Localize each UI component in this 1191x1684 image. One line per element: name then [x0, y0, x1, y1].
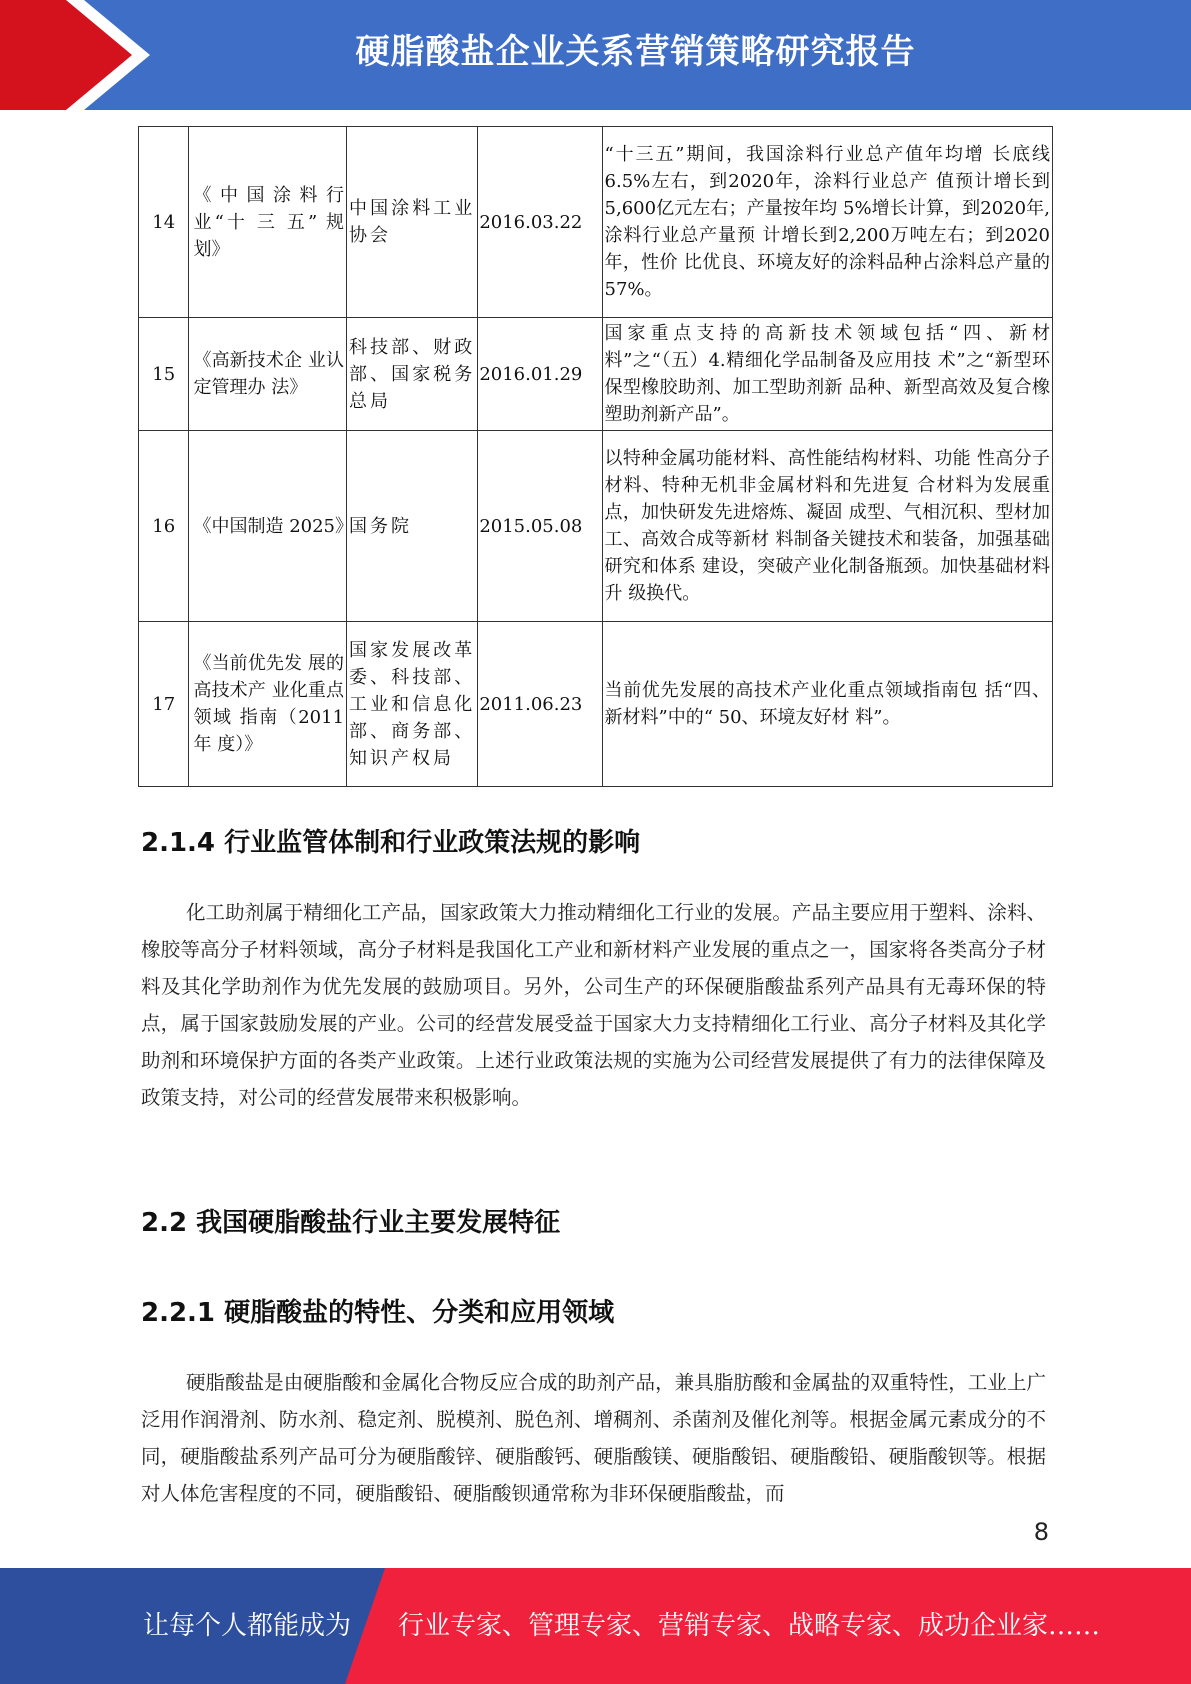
- row-number: 17: [139, 622, 189, 787]
- page-footer: [0, 1568, 1191, 1684]
- policy-description: 国家重点支持的高新技术领域包括“四、新材 料”之“（五）4.精细化学品制备及应用技 术”之“新型环保型橡胶助剂、加工型助剂新 品种、新型高效及复合橡塑助剂新产品”。: [602, 318, 1052, 431]
- issue-date: 2016.01.29: [478, 318, 602, 431]
- page-number: 8: [1033, 1518, 1049, 1546]
- table-row: [139, 622, 1053, 787]
- table-row: [139, 127, 1053, 318]
- issuing-organization: 国家发展改革委、科技部、工业和信息化部、商务部、知识产权局: [347, 622, 478, 787]
- footer-slogan-right: 行业专家、管理专家、营销专家、战略专家、成功企业家……: [398, 1611, 1101, 1641]
- policy-name: 《当前优先发 展的高技术产 业化重点领域 指南（2011年 度）》: [189, 622, 347, 787]
- section-heading-2-2-1: 2.2.1 硬脂酸盐的特性、分类和应用领域: [141, 1298, 615, 1328]
- issuing-organization: 科技部、财政部、国家税务总局: [347, 318, 478, 431]
- table-border-line: [1052, 126, 1053, 786]
- footer-slogan-left: 让每个人都能成为: [143, 1611, 352, 1641]
- issue-date: 2011.06.23: [478, 622, 602, 787]
- section-heading-2-2: 2.2 我国硬脂酸盐行业主要发展特征: [141, 1208, 561, 1238]
- policy-table: [138, 126, 1053, 787]
- row-number: 15: [139, 318, 189, 431]
- policy-name: 《中国制造 2025》: [189, 431, 347, 622]
- section-heading-2-1-4: 2.1.4 行业监管体制和行业政策法规的影响: [141, 828, 641, 858]
- table-row: [139, 318, 1053, 431]
- issuing-organization: 中国涂料工业协会: [347, 127, 478, 318]
- row-number: 14: [139, 127, 189, 318]
- policy-description: “十三五”期间，我国涂料行业总产值年均增 长底线6.5%左右，到2020年，涂料行业总产 值预计增长到5,600亿元左右；产量按年均 5%增长计算，到2020年,涂料行业总产量预 计增长到2,200万吨左右；到2020年，性价 比优良、环境友好的涂料品种占涂料总产量的 57%。: [602, 127, 1052, 318]
- issue-date: 2015.05.08: [478, 431, 602, 622]
- policy-name: 《高新技术企 业认定管理办 法》: [189, 318, 347, 431]
- table-row: [139, 431, 1053, 622]
- issuing-organization: 国务院: [347, 431, 478, 622]
- issue-date: 2016.03.22: [478, 127, 602, 318]
- section-paragraph-2-1-4: 化工助剂属于精细化工产品，国家政策大力推动精细化工行业的发展。产品主要应用于塑料、涂料、橡胶等高分子材料领域，高分子材料是我国化工产业和新材料产业发展的重点之一，国家将各类高分子材料及其化学助剂作为优先发展的鼓励项目。另外，公司生产的环保硬脂酸盐系列产品具有无毒环保的特点，属于国家鼓励发展的产业。公司的经营发展受益于国家大力支持精细化工行业、高分子材料及其化学助剂和环境保护方面的各类产业政策。上述行业政策法规的实施为公司经营发展提供了有力的法律保障及政策支持，对公司的经营发展带来积极影响。: [141, 901, 1046, 1109]
- header-arrow-decoration: [0, 0, 150, 110]
- policy-description: 以特种金属功能材料、高性能结构材料、功能 性高分子材料、特种无机非金属材料和先进复 合材料为发展重点，加快研发先进熔炼、凝固 成型、气相沉积、型材加工、高效合成等新材 料制备关键技术和装备，加强基础研究和体系 建设，突破产业化制备瓶颈。加快基础材料升 级换代。: [602, 431, 1052, 622]
- section-paragraph-2-2-1: 硬脂酸盐是由硬脂酸和金属化合物反应合成的助剂产品，兼具脂肪酸和金属盐的双重特性，工业上广泛用作润滑剂、防水剂、稳定剂、脱模剂、脱色剂、增稠剂、杀菌剂及催化剂等。根据金属元素成分的不同，硬脂酸盐系列产品可分为硬脂酸锌、硬脂酸钙、硬脂酸镁、硬脂酸铝、硬脂酸铅、硬脂酸钡等。根据对人体危害程度的不同，硬脂酸铅、硬脂酸钡通常称为非环保硬脂酸盐，而: [141, 1371, 1046, 1505]
- report-title: 硬脂酸盐企业关系营销策略研究报告: [355, 32, 916, 72]
- policy-name: 《中国涂料行 业“十 三 五” 规划》: [189, 127, 347, 318]
- policy-description: 当前优先发展的高技术产业化重点领域指南包 括“四、新材料”中的“ 50、环境友好材 料”。: [602, 622, 1052, 787]
- row-number: 16: [139, 431, 189, 622]
- page-header: [0, 0, 1191, 110]
